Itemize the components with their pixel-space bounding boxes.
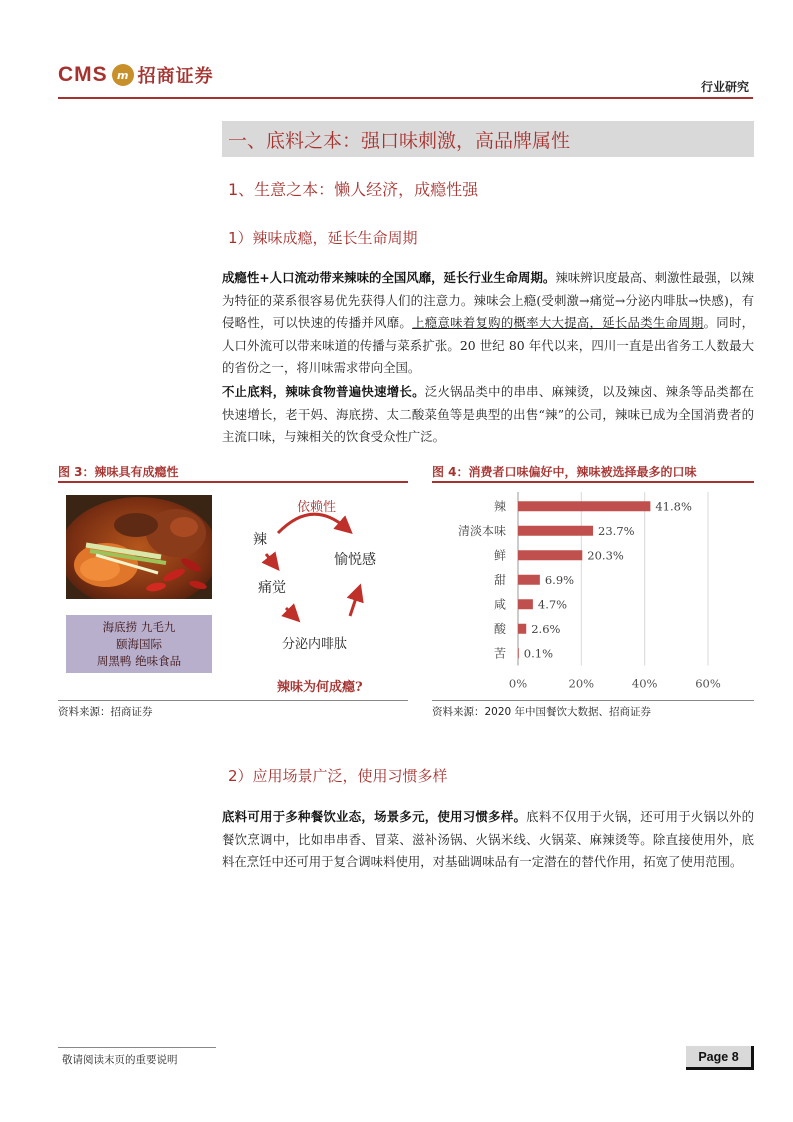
figure3-source: 资料来源：招商证券	[58, 706, 153, 718]
node-dependence: 依赖性	[297, 500, 337, 515]
footer-disclaimer: 敬请阅读末页的重要说明	[62, 1054, 178, 1066]
figure4-source-rule	[432, 700, 754, 701]
value-label: 23.7%	[598, 523, 635, 538]
value-label: 2.6%	[531, 621, 561, 636]
bar	[518, 648, 519, 658]
figure4-caption-rule	[432, 481, 754, 483]
arrow-pain-to-endorphin	[286, 608, 294, 616]
bar	[518, 599, 533, 609]
paragraph-addiction-lead: 成瘾性+人口流动带来辣味的全国风靡，延长行业生命周期。	[222, 270, 556, 285]
category-label: 甜	[493, 572, 506, 587]
header-divider	[58, 97, 753, 99]
subsection-title-1: 1）辣味成瘾，延长生命周期	[228, 229, 418, 247]
chart-category-labels	[458, 498, 507, 660]
arrow-endorphin-to-pleasure	[350, 592, 358, 616]
value-label: 20.3%	[587, 548, 624, 563]
brand-list-box	[66, 615, 212, 673]
figure3-source-rule	[58, 700, 408, 701]
category-label: 酸	[493, 621, 506, 636]
category-label: 清淡本味	[457, 523, 506, 538]
logo-latin-text: CMS	[58, 63, 108, 86]
subsection-title-2: 2）应用场景广泛，使用习惯多样	[228, 767, 448, 785]
logo-chinese-text: 招商证券	[137, 66, 214, 87]
value-label: 0.1%	[523, 646, 554, 661]
chapter-title	[222, 121, 754, 157]
section-title: 1、生意之本：懒人经济，成瘾性强	[228, 180, 479, 199]
x-tick-label: 40%	[631, 676, 658, 691]
node-pain: 痛觉	[258, 580, 286, 596]
category-label: 咸	[493, 597, 506, 612]
bar	[518, 575, 540, 585]
node-spicy: 辣	[253, 532, 267, 548]
page-number-box	[686, 1046, 754, 1070]
figure3-caption-rule	[58, 481, 408, 483]
chart-tick-labels	[509, 677, 721, 691]
node-pleasure: 愉悦感	[334, 552, 376, 568]
bar	[518, 526, 593, 536]
category-label: 鲜	[493, 548, 506, 563]
arrow-spicy-to-pain	[266, 554, 274, 564]
node-endorphin: 分泌内啡肽	[282, 637, 348, 652]
paragraph-scenarios	[222, 806, 754, 874]
chapter-title-text: 一、底料之本：强口味刺激，高品牌属性	[228, 129, 571, 152]
paragraph-scenarios-lead: 底料可用于多种餐饮业态，场景多元，使用习惯多样。	[222, 809, 527, 824]
value-label: 41.8%	[655, 499, 692, 514]
logo-emblem-icon: m	[112, 64, 134, 86]
company-logo	[58, 62, 214, 88]
paragraph-scenarios-text: 底料不仅用于火锅，还可用于火锅以外的餐饮烹调中，比如串串香、冒菜、滋补汤锅、火锅米线、火锅菜、麻辣烫等。除直接使用外，底料在烹饪中还可用于复合调味料使用，对基础调味品有一定潜在的替代作用，拓宽了使用范围。	[222, 809, 755, 869]
category-label: 辣	[493, 499, 506, 514]
paragraph-addiction-text-b: 。同时，人口外流可以带来味道的传播与菜系扩张。20 世纪 80 年代以来，四川一直是出省务工人数最大的省份之一，将川味需求带向全国。	[222, 315, 755, 375]
paragraph-addiction-underline: 上瘾意味着复购的概率大大提高，延长品类生命周期	[412, 315, 704, 330]
chart-value-labels	[524, 499, 692, 660]
x-tick-label: 0%	[508, 676, 528, 691]
bar	[518, 550, 582, 560]
figure3-caption: 图 3：辣味具有成瘾性	[58, 465, 179, 479]
hotpot-ingredients-illustration	[66, 495, 212, 599]
paragraph-spicy-growth	[222, 381, 754, 449]
page-number: Page 8	[698, 1049, 739, 1064]
diagram-question: 辣味为何成瘾?	[277, 680, 363, 695]
value-label: 6.9%	[544, 572, 575, 587]
hotpot-ingredients-photo	[66, 495, 212, 599]
value-label: 4.7%	[537, 597, 568, 612]
arc-arrow-top	[278, 514, 346, 533]
taste-preference-chart	[430, 488, 755, 693]
footer-divider	[58, 1047, 216, 1048]
category-label: 苦	[493, 646, 506, 661]
brand-line-2: 颐海国际	[116, 636, 162, 651]
x-tick-label: 20%	[568, 676, 595, 691]
section-label: 行业研究	[700, 80, 749, 94]
paragraph-addiction-text-a: 辣味辨识度最高、刺激性最强，以辣为特征的菜系很容易优先获得人们的注意力。辣味会上瘾(受刺激→痛觉→分泌内啡肽→快感)，有侵略性，可以快速的传播并风靡。	[222, 270, 754, 330]
paragraph-addiction	[222, 267, 754, 380]
figure4-caption: 图 4：消费者口味偏好中，辣味被选择最多的口味	[432, 465, 697, 479]
x-tick-label: 60%	[695, 676, 721, 691]
brand-line-1: 海底捞 九毛九	[102, 619, 176, 634]
addiction-cycle-diagram	[222, 488, 410, 693]
brand-line-3: 周黑鸭 绝味食品	[96, 653, 182, 668]
bar	[518, 624, 526, 634]
figure4-source: 资料来源：2020 年中国餐饮大数据、招商证券	[432, 706, 652, 718]
paragraph-spicy-growth-lead: 不止底料，辣味食物普遍快速增长。	[222, 384, 425, 399]
paragraph-spicy-growth-text: 泛火锅品类中的串串、麻辣烫，以及辣卤、辣条等品类都在快速增长，老干妈、海底捞、太二酸菜鱼等是典型的出售“辣”的公司，辣味已成为全国消费者的主流口味，与辣相关的饮食受众性广泛。	[222, 384, 755, 444]
bar	[518, 501, 650, 511]
